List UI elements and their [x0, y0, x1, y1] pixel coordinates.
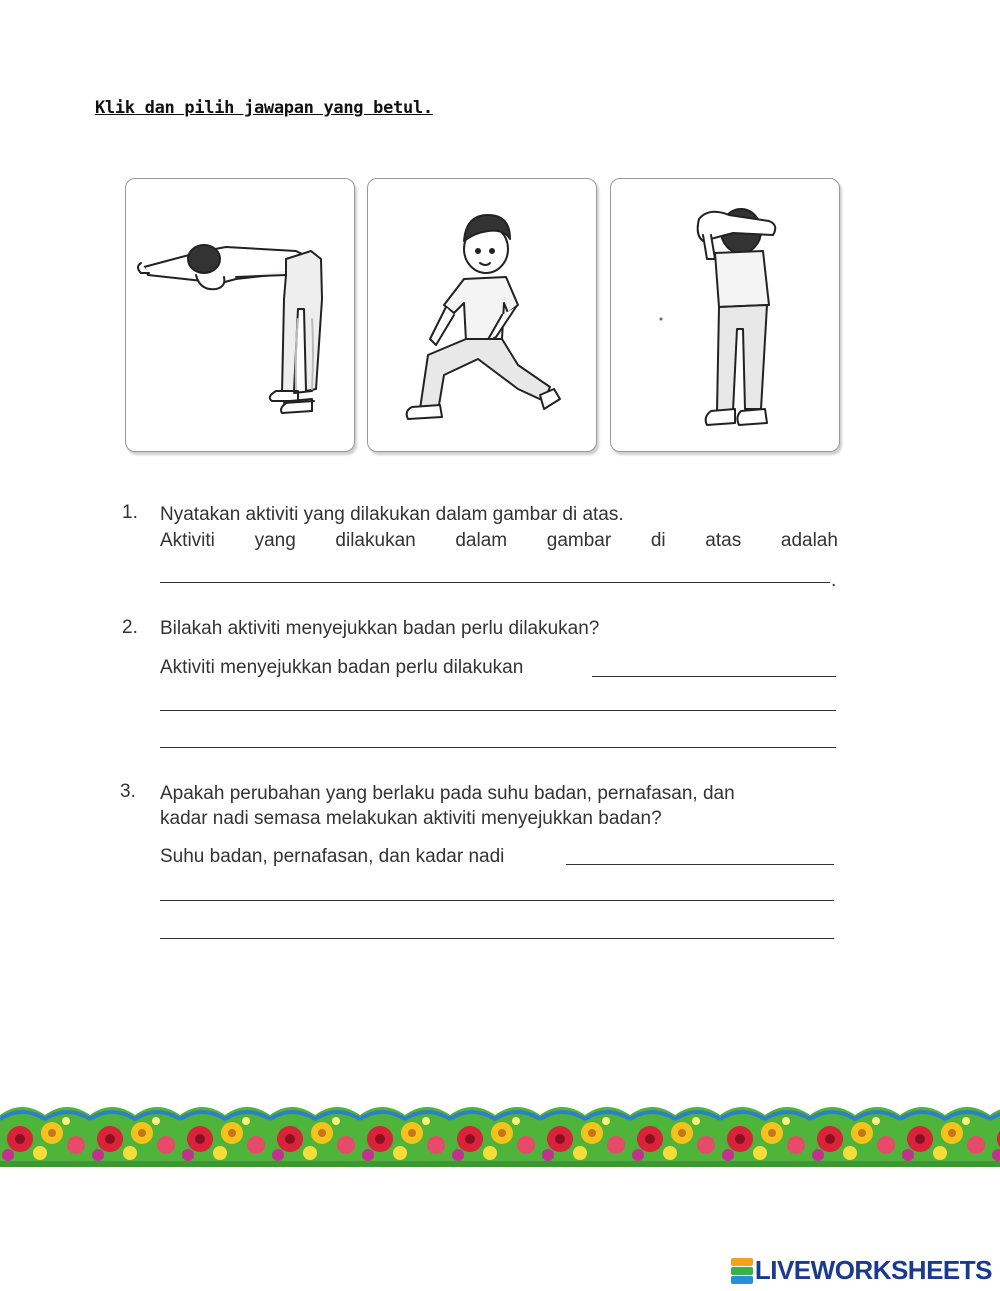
answer-word: dalam	[455, 530, 508, 551]
question-2-prompt: Aktiviti menyejukkan badan perlu dilakukan	[160, 657, 524, 678]
question-3-text-line2: kadar nadi semasa melakukan aktiviti menyejukkan badan?	[160, 808, 662, 829]
question-2-number: 2.	[122, 617, 138, 638]
liveworksheets-brand	[731, 1255, 992, 1286]
boy-lunging-illustration	[368, 179, 596, 451]
flower-border-decoration	[0, 1095, 1000, 1175]
image-panel-bend-forward	[125, 178, 355, 452]
image-panel-arm-stretch	[610, 178, 840, 452]
answer-word: Aktiviti	[160, 530, 215, 551]
answer-word: adalah	[780, 530, 838, 551]
answer-word: yang	[254, 530, 296, 551]
question-2-text: Bilakah aktiviti menyejukkan badan perlu dilakukan?	[160, 618, 600, 639]
answer-line-2c[interactable]	[160, 747, 836, 748]
instruction-heading: Klik dan pilih jawapan yang betul.	[95, 98, 433, 118]
answer-line-3a[interactable]	[566, 864, 834, 865]
answer-word: atas	[705, 530, 742, 551]
question-3-number: 3.	[120, 781, 136, 802]
answer-line-1[interactable]	[160, 582, 830, 583]
liveworksheets-logo-icon	[731, 1258, 753, 1284]
boy-arm-stretch-illustration	[611, 179, 839, 451]
answer-line-3c[interactable]	[160, 938, 834, 939]
question-1-end-mark: .	[831, 570, 837, 591]
answer-line-2a[interactable]	[592, 676, 836, 677]
question-3-prompt: Suhu badan, pernafasan, dan kadar nadi	[160, 846, 505, 867]
question-1-answer-sentence	[160, 530, 838, 552]
question-1-text: Nyatakan aktiviti yang dilakukan dalam gambar di atas.	[160, 504, 624, 525]
answer-line-2b[interactable]	[160, 710, 836, 711]
brand-name: LIVEWORKSHEETS	[754, 1255, 992, 1285]
answer-line-3b[interactable]	[160, 900, 834, 901]
question-1-number: 1.	[122, 502, 138, 523]
answer-word: di	[650, 530, 666, 551]
answer-word: dilakukan	[335, 530, 416, 551]
answer-word: gambar	[546, 530, 612, 551]
image-panel-lunge	[367, 178, 597, 452]
question-3-text-line1: Apakah perubahan yang berlaku pada suhu badan, pernafasan, dan	[160, 783, 735, 804]
boy-bending-illustration	[126, 179, 354, 451]
